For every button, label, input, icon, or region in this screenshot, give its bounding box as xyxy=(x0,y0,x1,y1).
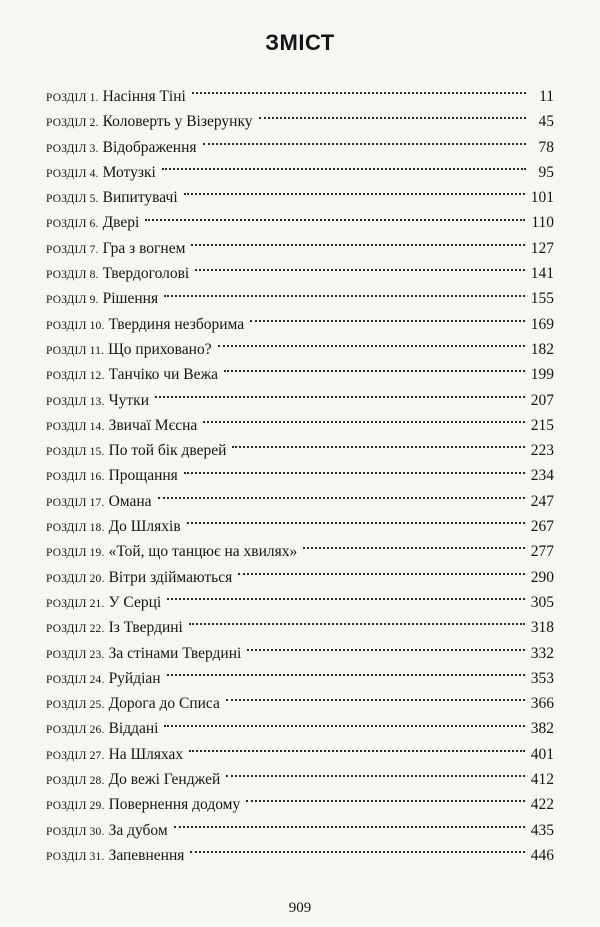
chapter-label: РОЗДІЛ xyxy=(46,167,87,180)
chapter-title: Рішення xyxy=(102,290,159,308)
chapter-label: РОЗДІЛ xyxy=(46,522,87,535)
chapter-page: 199 xyxy=(530,366,554,384)
dot-leader xyxy=(238,572,525,575)
chapter-title: Твердиня незборима xyxy=(108,315,245,333)
chapter-number: 6. xyxy=(89,218,99,231)
chapter-title: У Серці xyxy=(108,593,162,611)
toc-entry xyxy=(46,514,554,539)
toc-entry xyxy=(46,236,554,261)
chapter-title: «Той, що танцює на хвилях» xyxy=(108,543,298,561)
chapter-title: Із Твердині xyxy=(108,619,183,637)
chapter-page: 366 xyxy=(530,695,554,713)
toc-entry xyxy=(46,767,554,792)
chapter-number: 30. xyxy=(89,825,105,838)
chapter-number: 26. xyxy=(89,724,105,737)
dot-leader xyxy=(184,471,525,474)
toc-entry xyxy=(46,362,554,387)
chapter-page: 247 xyxy=(530,492,554,510)
chapter-label: РОЗДІЛ xyxy=(46,850,87,863)
chapter-page: 332 xyxy=(530,644,554,662)
chapter-page: 141 xyxy=(530,265,554,283)
toc-entry xyxy=(46,388,554,413)
dot-leader xyxy=(162,167,526,170)
chapter-number: 29. xyxy=(89,800,105,813)
chapter-title: Випитувачі xyxy=(102,189,178,207)
chapter-title: По той бік дверей xyxy=(108,442,227,460)
chapter-page: 223 xyxy=(530,442,554,460)
chapter-title: До Шляхів xyxy=(108,518,181,536)
chapter-label: РОЗДІЛ xyxy=(46,395,87,408)
chapter-number: 15. xyxy=(89,446,105,459)
dot-leader xyxy=(145,218,525,221)
chapter-title: Прощання xyxy=(108,467,178,485)
dot-leader xyxy=(232,445,524,448)
chapter-label: РОЗДІЛ xyxy=(46,218,87,231)
dot-leader xyxy=(158,496,525,499)
chapter-label: РОЗДІЛ xyxy=(46,193,87,206)
toc-entry xyxy=(46,539,554,564)
toc-entry xyxy=(46,135,554,160)
chapter-label: РОЗДІЛ xyxy=(46,319,87,332)
chapter-title: Віддані xyxy=(108,720,159,738)
chapter-title: Мотузкі xyxy=(102,163,156,181)
chapter-title: За дубом xyxy=(108,821,168,839)
chapter-number: 19. xyxy=(89,547,105,560)
chapter-label: РОЗДІЛ xyxy=(46,344,87,357)
chapter-page: 353 xyxy=(530,669,554,687)
toc-entry xyxy=(46,185,554,210)
chapter-label: РОЗДІЛ xyxy=(46,699,87,712)
chapter-label: РОЗДІЛ xyxy=(46,370,87,383)
chapter-page: 45 xyxy=(538,113,554,131)
dot-leader xyxy=(191,243,524,246)
chapter-number: 21. xyxy=(89,597,105,610)
toc-entry xyxy=(46,792,554,817)
chapter-number: 8. xyxy=(89,269,99,282)
chapter-page: 215 xyxy=(530,416,554,434)
chapter-title: Двері xyxy=(102,214,140,232)
chapter-page: 11 xyxy=(539,88,554,105)
toc-entry xyxy=(46,641,554,666)
chapter-number: 27. xyxy=(89,749,105,762)
chapter-label: РОЗДІЛ xyxy=(46,623,87,636)
chapter-title: Звичаї Мєсна xyxy=(108,416,198,434)
chapter-number: 12. xyxy=(89,370,105,383)
toc-entry xyxy=(46,818,554,843)
chapter-label: РОЗДІЛ xyxy=(46,269,87,282)
chapter-page: 127 xyxy=(530,239,554,257)
chapter-label: РОЗДІЛ xyxy=(46,420,87,433)
chapter-title: Гра з вогнем xyxy=(102,239,186,257)
chapter-number: 17. xyxy=(89,496,105,509)
toc-entry xyxy=(46,210,554,235)
chapter-label: РОЗДІЛ xyxy=(46,775,87,788)
chapter-number: 3. xyxy=(89,142,99,155)
chapter-page: 234 xyxy=(530,467,554,485)
chapter-label: РОЗДІЛ xyxy=(46,749,87,762)
chapter-page: 207 xyxy=(530,391,554,409)
toc-entry xyxy=(46,615,554,640)
dot-leader xyxy=(167,597,525,600)
chapter-label: РОЗДІЛ xyxy=(46,724,87,737)
chapter-number: 10. xyxy=(89,319,105,332)
toc-entry xyxy=(46,261,554,286)
chapter-page: 101 xyxy=(530,189,554,207)
toc-entry xyxy=(46,160,554,185)
chapter-label: РОЗДІЛ xyxy=(46,673,87,686)
dot-leader xyxy=(184,192,525,195)
toc-entry xyxy=(46,716,554,741)
dot-leader xyxy=(164,724,524,727)
toc-entry xyxy=(46,286,554,311)
chapter-number: 9. xyxy=(89,294,99,307)
dot-leader xyxy=(203,420,524,423)
chapter-label: РОЗДІЛ xyxy=(46,597,87,610)
chapter-number: 16. xyxy=(89,471,105,484)
toc-entry xyxy=(46,109,554,134)
chapter-number: 2. xyxy=(89,117,99,130)
dot-leader xyxy=(187,521,525,524)
chapter-title: Твердоголові xyxy=(102,265,190,283)
chapter-page: 182 xyxy=(530,340,554,358)
dot-leader xyxy=(174,825,525,828)
chapter-label: РОЗДІЛ xyxy=(46,294,87,307)
dot-leader xyxy=(218,344,525,347)
chapter-title: Відображення xyxy=(102,138,197,156)
chapter-page: 318 xyxy=(530,619,554,637)
chapter-label: РОЗДІЛ xyxy=(46,471,87,484)
dot-leader xyxy=(259,116,526,119)
chapter-number: 11. xyxy=(89,344,105,357)
dot-leader xyxy=(195,268,525,271)
page-title: ЗМІСТ xyxy=(265,30,335,55)
chapter-page: 169 xyxy=(530,315,554,333)
dot-leader xyxy=(164,294,525,297)
chapter-number: 4. xyxy=(89,167,99,180)
chapter-number: 5. xyxy=(89,193,99,206)
chapter-title: До вежі Генджей xyxy=(108,771,221,789)
toc-entry xyxy=(46,337,554,362)
chapter-label: РОЗДІЛ xyxy=(46,800,87,813)
chapter-title: Насіння Тіні xyxy=(102,88,186,105)
chapter-title: Коловерть у Візерунку xyxy=(102,113,253,131)
chapter-label: РОЗДІЛ xyxy=(46,547,87,560)
dot-leader xyxy=(190,850,524,853)
chapter-page: 305 xyxy=(530,593,554,611)
chapter-title: Повернення додому xyxy=(108,796,241,814)
chapter-label: РОЗДІЛ xyxy=(46,825,87,838)
chapter-page: 446 xyxy=(530,846,554,864)
toc-entry xyxy=(46,438,554,463)
chapter-number: 31. xyxy=(89,850,105,863)
chapter-page: 277 xyxy=(530,543,554,561)
dot-leader xyxy=(224,369,525,372)
chapter-number: 28. xyxy=(89,775,105,788)
toc-entry xyxy=(46,565,554,590)
chapter-label: РОЗДІЛ xyxy=(46,142,87,155)
toc-entry xyxy=(46,489,554,514)
chapter-title: За стінами Твердині xyxy=(108,644,242,662)
chapter-page: 95 xyxy=(538,163,554,181)
chapter-page: 412 xyxy=(530,771,554,789)
toc-entry xyxy=(46,463,554,488)
chapter-label: РОЗДІЛ xyxy=(46,243,87,256)
chapter-page: 110 xyxy=(531,214,554,232)
chapter-page: 435 xyxy=(530,821,554,839)
chapter-number: 13. xyxy=(89,395,105,408)
chapter-page: 401 xyxy=(530,745,554,763)
toc-entry xyxy=(46,312,554,337)
dot-leader xyxy=(167,673,525,676)
dot-leader xyxy=(189,622,525,625)
chapter-title: Омана xyxy=(108,492,152,510)
dot-leader xyxy=(203,142,526,145)
page-number: 909 xyxy=(288,900,312,916)
chapter-number: 24. xyxy=(89,673,105,686)
chapter-page: 290 xyxy=(530,568,554,586)
chapter-page: 78 xyxy=(538,138,554,156)
dot-leader xyxy=(155,395,525,398)
chapter-number: 25. xyxy=(89,699,105,712)
chapter-label: РОЗДІЛ xyxy=(46,496,87,509)
chapter-number: 22. xyxy=(89,623,105,636)
chapter-page: 382 xyxy=(530,720,554,738)
chapter-number: 20. xyxy=(89,572,105,585)
toc-entry xyxy=(46,84,554,109)
chapter-title: Чутки xyxy=(108,391,149,409)
chapter-title: Дорога до Списа xyxy=(108,695,220,713)
toc-entry xyxy=(46,590,554,615)
chapter-label: РОЗДІЛ xyxy=(46,117,87,130)
chapter-title: Запевнення xyxy=(108,846,185,864)
toc-entry xyxy=(46,742,554,767)
chapter-label: РОЗДІЛ xyxy=(46,572,87,585)
chapter-number: 18. xyxy=(89,522,105,535)
dot-leader xyxy=(246,799,525,802)
toc-entry xyxy=(46,413,554,438)
dot-leader xyxy=(303,546,524,549)
dot-leader xyxy=(189,749,525,752)
chapter-page: 422 xyxy=(530,796,554,814)
dot-leader xyxy=(226,698,525,701)
chapter-label: РОЗДІЛ xyxy=(46,446,87,459)
toc-entry xyxy=(46,666,554,691)
dot-leader xyxy=(250,319,525,322)
chapter-number: 23. xyxy=(89,648,105,661)
chapter-page: 267 xyxy=(530,518,554,536)
chapter-number: 14. xyxy=(89,420,105,433)
chapter-title: Танчіко чи Вежа xyxy=(108,366,219,384)
chapter-title: Руйдіан xyxy=(108,669,161,687)
chapter-title: Вітри здіймаються xyxy=(108,568,233,586)
dot-leader xyxy=(247,648,524,651)
chapter-number: 1. xyxy=(89,92,99,104)
chapter-title: Що приховано? xyxy=(108,340,212,358)
chapter-label: РОЗДІЛ xyxy=(46,92,87,104)
table-of-contents xyxy=(46,84,554,868)
toc-entry xyxy=(46,843,554,868)
chapter-label: РОЗДІЛ xyxy=(46,648,87,661)
dot-leader xyxy=(192,91,526,94)
chapter-title: На Шляхах xyxy=(108,745,184,763)
toc-entry xyxy=(46,691,554,716)
chapter-number: 7. xyxy=(89,243,99,256)
chapter-page: 155 xyxy=(530,290,554,308)
dot-leader xyxy=(226,774,524,777)
